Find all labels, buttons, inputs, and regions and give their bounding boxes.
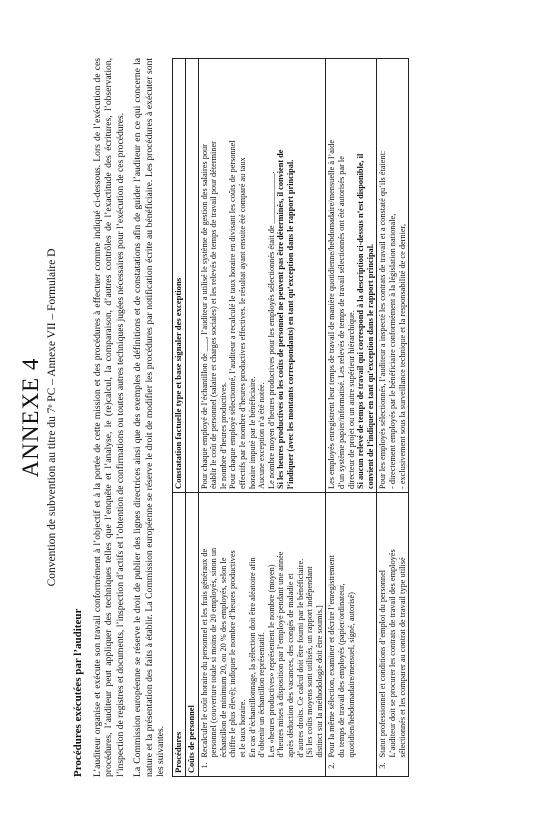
procedure-line: Statut professionnel et conditions d’emploi du personnel: [378, 569, 388, 758]
procedure-line: L’auditeur doit se procurer les contrats de travail des employés: [387, 549, 397, 758]
section-empty-cell: [186, 59, 199, 493]
intro-paragraph-1: L’auditeur organise et exécute son travail conformément à l’objectif et à la portée de cette mission et des procédures à effectuer comme indiqué ci-dessous. Lors de l’exécution de ces procédures, l’auditeur peut appliquer des techniques telles que l’enquête et l’analyse, le (re)calcul, la comparaison, d’autres contrôles de l’exactitude des écritures, l’observation, l’inspection de registres et documents, l’inspection d’actifs et l’obtention de confirmations ou toutes autres techniques jugées nécessaires pour l’exécution de ces procédures.: [92, 58, 126, 777]
procedure-line: d’autres droits. Ce calcul doit être fourni par le bénéficiaire.: [295, 558, 305, 758]
finding-cell: [198, 59, 326, 493]
procedure-cell: [377, 493, 409, 761]
finding-line: - exclusivement sous la surveillance technique et la responsabilité de ce dernier,: [397, 223, 407, 489]
intro-paragraph-2: La Commission européenne se réserve le droit de publier des lignes directrices ainsi que des exemples de définitions et de constatations afin de guider l’auditeur en ce qui concerne la nature et la présentation des faits à établir. La Commission européenne se réserve le droit de modifier les procédures par notification écrite au bénéficiaire. Les procédures à exécuter sont les suivantes.: [132, 58, 167, 777]
finding-line: le nombre d’heures productives.: [218, 382, 228, 489]
procedure-line: distinct sur la méthodologie doit être soumis.]: [314, 605, 324, 758]
table-row: [326, 59, 377, 777]
procedure-cell: [326, 493, 377, 761]
finding-line: Pour chaque employé de l’échantillon de ___, l’auditeur a utilisé le système de gestion des salaires pour: [199, 144, 209, 489]
procedure-line: du temps de travail des employés (papier/ordinateur,: [336, 583, 346, 758]
section-label: Coûts de personnel: [186, 493, 199, 777]
finding-line: l’indiquer (avec les montants correspondants) en tant qu’exception dans le rapport principal.: [285, 159, 295, 489]
procedure-line: d’obtenir un échantillon représentatif.: [257, 632, 267, 758]
procedure-line: sélectionnés et les comparer au contrat de travail type utilisé: [397, 557, 407, 758]
table-row: [198, 59, 326, 777]
procedure-line: échantillon de minimum 20, ou 20 % des employés, selon le: [218, 557, 228, 758]
finding-line: Le nombre moyen d’heures productives pour les employés sélectionnés était de ____________.: [266, 171, 276, 489]
col-header-procedures: Procédures: [173, 493, 186, 777]
finding-line: Si les heures productives ou les coûts de personnel ne peuvent pas être déterminés, il convient de: [276, 149, 286, 489]
procedure-line: d’heures mises à disposition par l’employé pendant une année: [276, 551, 286, 758]
row-number: 3.: [377, 761, 409, 777]
finding-line: Si aucun relevé de temps de travail qui correspond à la description ci-dessus n’est disponible, il: [356, 153, 366, 489]
procedure-line: chiffre le plus élevé); indiquer le nombre d’heures productives: [228, 550, 238, 758]
table-row: [377, 59, 409, 777]
finding-line: convient de l’indiquer en tant qu’exception dans le rapport principal.: [365, 243, 375, 489]
procedure-line: personnel (couverture totale si moins de 20 employés, sinon un: [209, 547, 219, 758]
table-header-row: [173, 59, 186, 777]
row-number: 1.: [198, 761, 326, 777]
finding-line: Aucune exception n’a été notée.: [257, 382, 267, 489]
procedure-line: Pour la même sélection, examiner et décrire l’enregistrement: [327, 555, 337, 758]
procedure-line: [Si les coûts moyens sont utilisés, un rapport indépendant: [305, 566, 315, 758]
finding-line: effectifs par le nombre d’heures productives effectives. le résultat ayant ensuite été comparé au taux: [238, 157, 247, 489]
row-number: 2.: [326, 761, 377, 777]
col-header-findings: Constatation factuelle type et base signaler des exceptions: [173, 59, 186, 493]
page-title: ANNEXE 4: [18, 357, 43, 478]
page-subtitle: Convention de subvention au titre du 7ᵉ PC – Annexe VII – Formulaire D: [46, 248, 58, 587]
finding-line: d’un système papier/informatisé. Les relevés de temps de travail sélectionnés ont été autorisés par le: [336, 156, 346, 489]
finding-line: - directement employés par le bénéficiaire conformément à la législation nationale,: [387, 213, 397, 489]
procedure-cell: [198, 493, 326, 761]
finding-line: Les employés enregistrent leur temps de travail de manière quotidienne/hebdomadaire/mensuelle à l’aide: [327, 139, 337, 489]
finding-line: horaire imputé par le bénéficiaire.: [247, 376, 257, 489]
section-row: [186, 59, 199, 777]
procedure-line: quotidien/hebdomadaire/mensuel, signé, autorisé): [346, 592, 356, 758]
finding-line: établir le coût de personnel (salaire et charges sociales) et les relevés de temps de travail pour déterminer: [209, 141, 219, 489]
finding-line: directeur de projet ou un autre supérieur hiérarchique.: [346, 310, 356, 489]
procedure-line: En cas d’échantillonnage, la sélection doit être aléatoire afin: [247, 557, 257, 758]
section-heading: Procédures exécutées par l’auditeur: [72, 608, 84, 777]
finding-cell: [377, 59, 409, 493]
finding-line: Pour chaque employé sélectionné, l’auditeur a recalculé le taux horaire en divisant les coûts de personnel: [228, 140, 238, 489]
procedure-line: après déduction des vacances, des congés de maladie et: [285, 573, 295, 758]
finding-line: Pour les employés sélectionnés, l’auditeur a inspecté les contrats de travail et a constaté qu’ils étaient:: [378, 150, 388, 489]
finding-cell: [326, 59, 377, 493]
procedures-table: [172, 58, 409, 777]
procedure-line: et le taux horaire.: [238, 699, 247, 758]
procedure-line: Les «heures productives» représentent le nombre (moyen): [266, 564, 276, 758]
procedure-line: Recalculer le coût horaire du personnel et les frais généraux de: [199, 548, 209, 758]
